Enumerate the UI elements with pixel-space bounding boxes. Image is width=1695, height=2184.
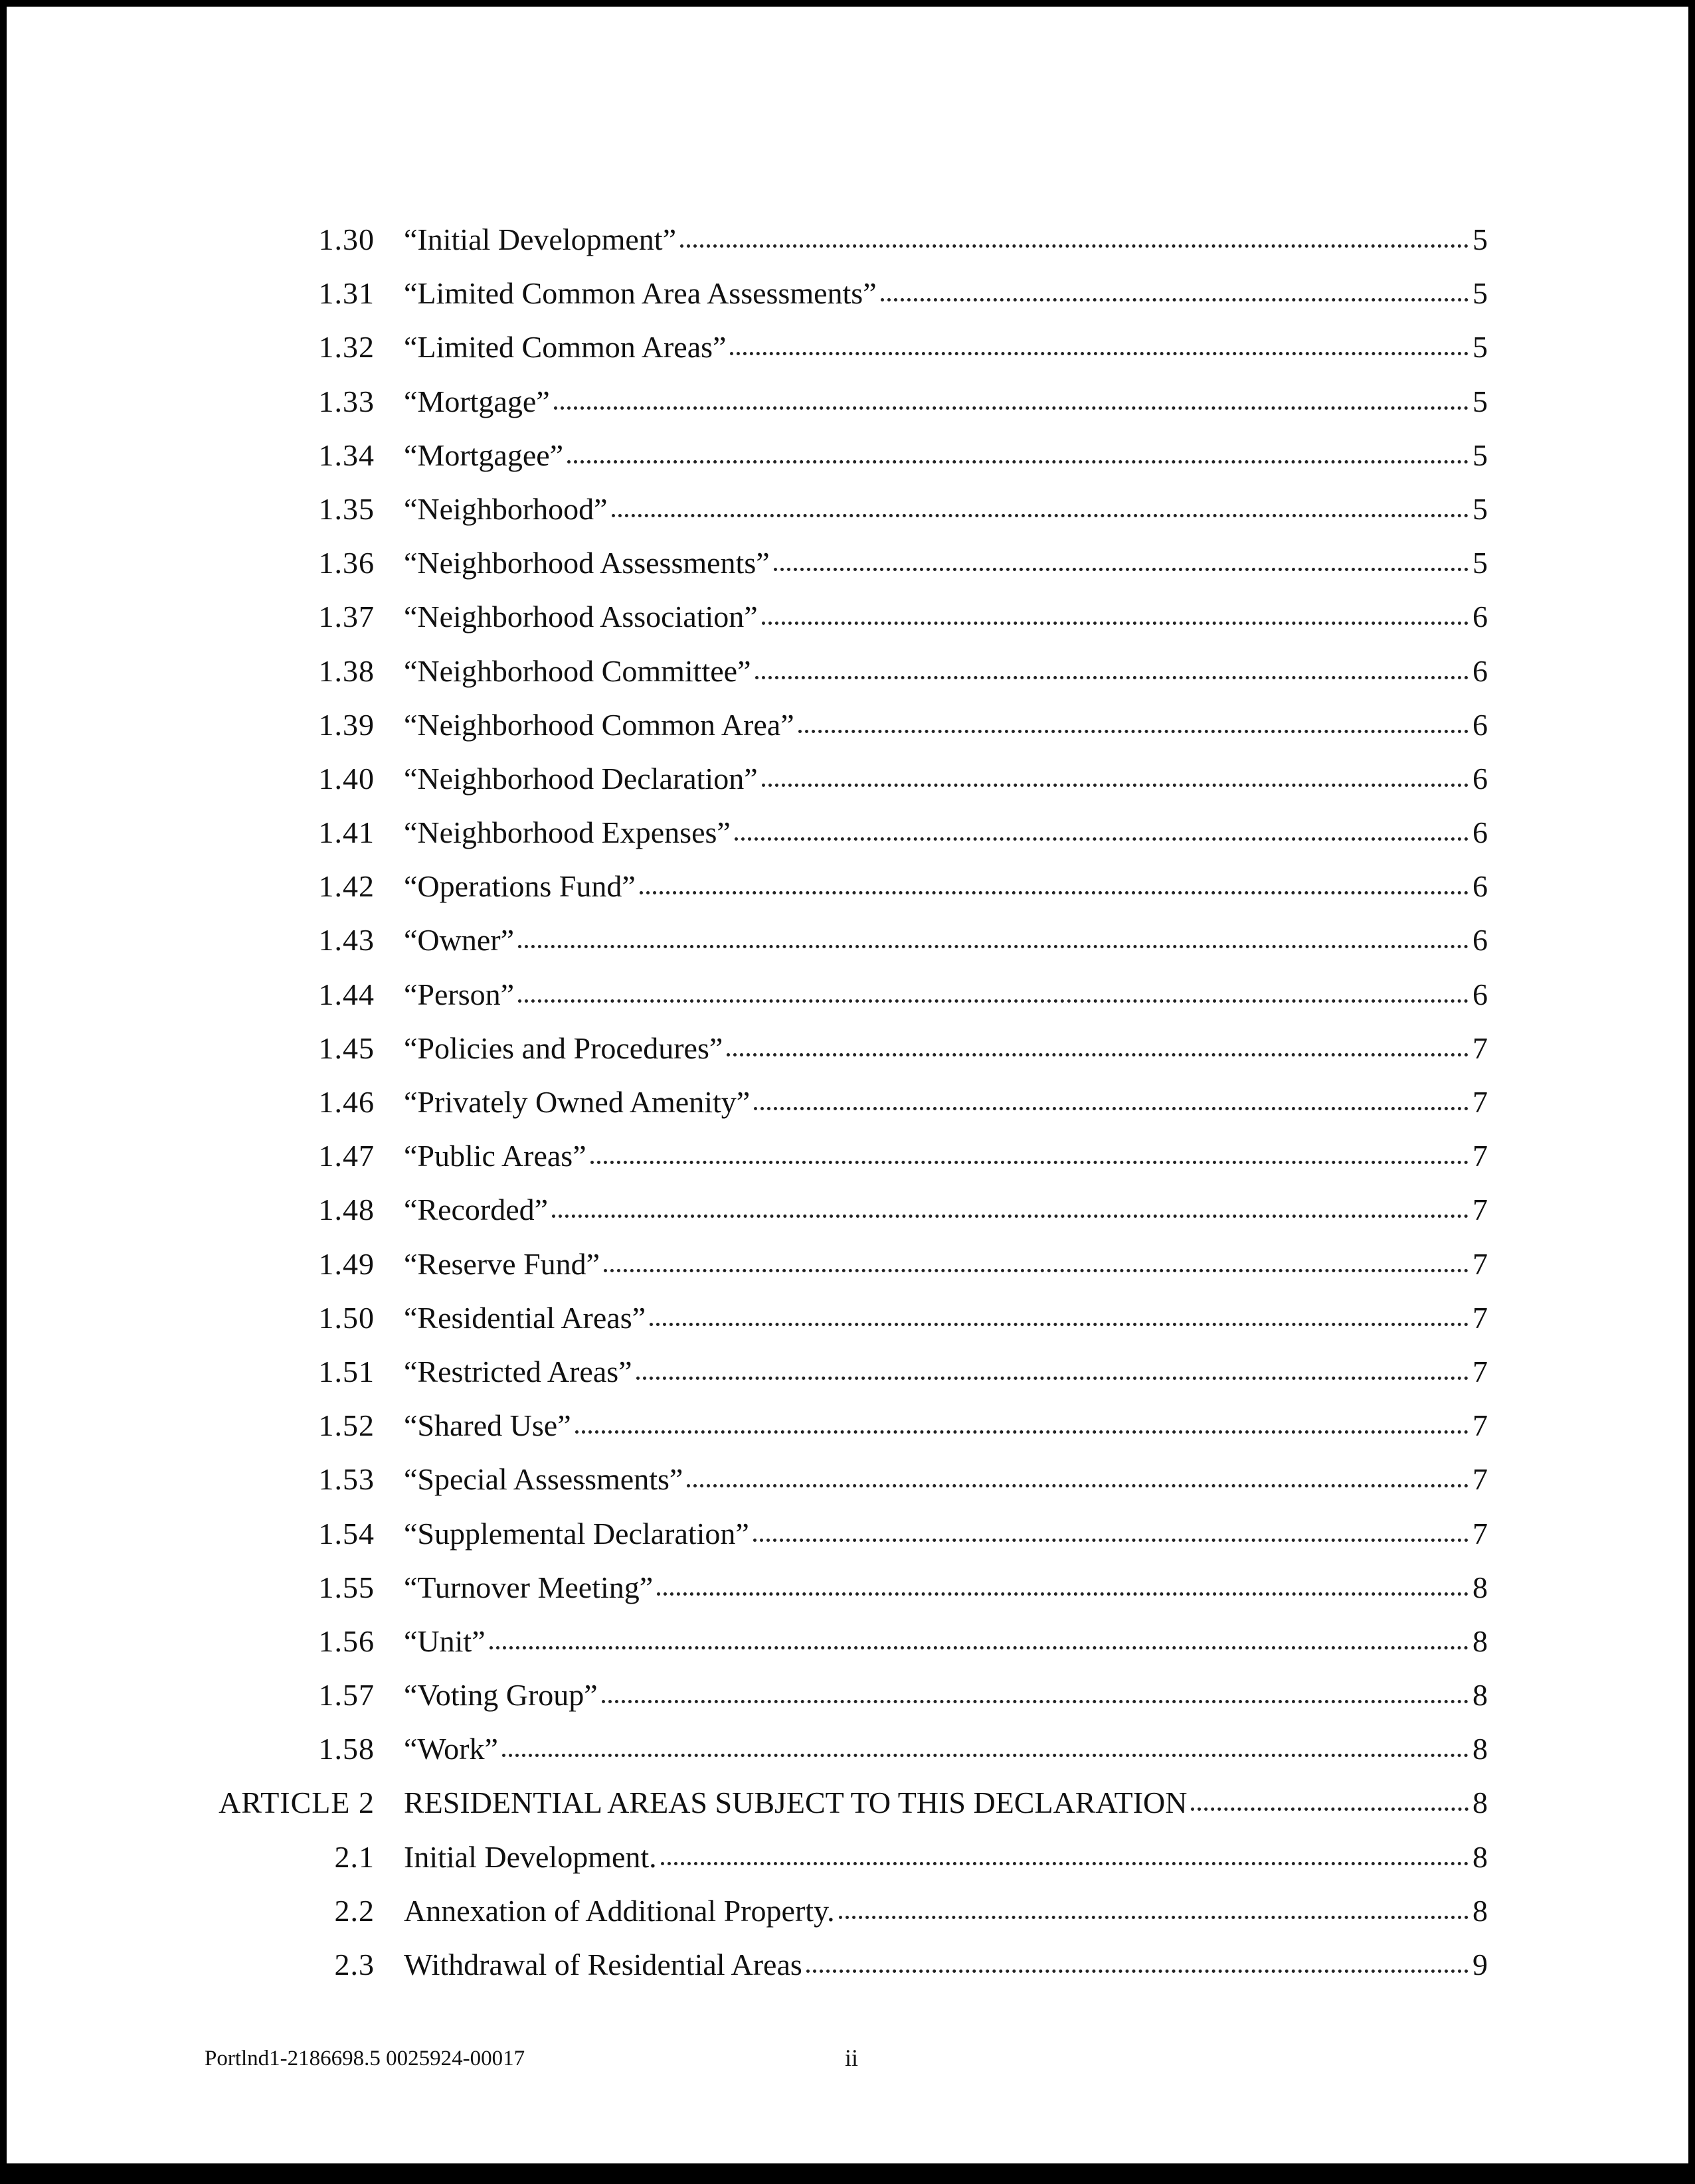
section-number: 1.47 — [318, 1139, 375, 1173]
section-title: “Privately Owned Amenity” — [404, 1085, 751, 1119]
toc-entry-line — [404, 653, 1488, 688]
dot-leader — [1191, 1807, 1469, 1811]
dot-leader — [661, 1862, 1469, 1865]
section-number: 1.32 — [318, 330, 375, 365]
dot-leader — [518, 999, 1469, 1003]
dot-leader — [602, 1700, 1469, 1703]
document-id: Portlnd1-2186698.5 0025924-00017 — [205, 2047, 525, 2070]
section-title: “Initial Development” — [404, 222, 677, 256]
section-number: 2.2 — [334, 1893, 375, 1928]
page-reference: 7 — [1472, 1354, 1488, 1388]
dot-leader — [554, 406, 1469, 410]
dot-leader — [612, 514, 1469, 517]
section-title: “Public Areas” — [404, 1139, 586, 1173]
toc-entry-line — [404, 332, 1488, 363]
toc-entry-line — [404, 1626, 1488, 1657]
toc-entry-line — [404, 440, 1488, 471]
toc-entry-line — [404, 1300, 1488, 1335]
toc-entry — [7, 757, 1688, 811]
toc-entry — [7, 1458, 1688, 1511]
section-title: “Supplemental Declaration” — [404, 1516, 749, 1551]
page-reference: 6 — [1472, 653, 1488, 688]
section-number: 1.35 — [318, 491, 375, 526]
toc-entry — [7, 703, 1688, 757]
page-reference: 5 — [1472, 276, 1488, 311]
page-reference: 7 — [1472, 1085, 1488, 1119]
page-reference: 8 — [1472, 1678, 1488, 1713]
page-reference: 8 — [1472, 1570, 1488, 1604]
dot-leader — [762, 784, 1469, 787]
toc-entry-line — [404, 761, 1488, 796]
toc-entry-line — [404, 979, 1488, 1010]
page-reference: 7 — [1472, 1408, 1488, 1443]
toc-entry — [7, 1134, 1688, 1188]
dot-leader — [881, 298, 1469, 301]
page-reference: 7 — [1472, 1516, 1488, 1551]
page-reference: 7 — [1472, 1193, 1488, 1227]
article-title: RESIDENTIAL AREAS SUBJECT TO THIS DECLARATION — [404, 1786, 1188, 1820]
toc-entry-line — [404, 1141, 1488, 1171]
section-number: 1.30 — [318, 222, 375, 256]
toc-entry-line — [404, 278, 1488, 309]
section-number: 1.44 — [318, 977, 375, 1011]
dot-leader — [798, 730, 1469, 733]
dot-leader — [730, 352, 1469, 355]
toc-entry — [7, 1242, 1688, 1296]
section-number: 1.56 — [318, 1624, 375, 1658]
page-reference: 5 — [1472, 384, 1488, 418]
toc-entry-line — [404, 871, 1488, 902]
toc-entry — [7, 1727, 1688, 1781]
dot-leader — [552, 1215, 1469, 1218]
dot-leader — [567, 460, 1469, 463]
toc-entry-line — [404, 1087, 1488, 1118]
toc-article-entry — [7, 1781, 1688, 1835]
page-reference: 5 — [1472, 546, 1488, 580]
toc-entry-line — [404, 925, 1488, 956]
dot-leader — [518, 945, 1469, 948]
toc-entry-line — [404, 1410, 1488, 1441]
section-number: 1.43 — [318, 923, 375, 958]
section-number: 1.31 — [318, 276, 375, 311]
dot-leader — [762, 622, 1469, 625]
toc-entry — [7, 595, 1688, 649]
section-number: 1.58 — [318, 1732, 375, 1766]
section-number: 1.42 — [318, 869, 375, 904]
dot-leader — [755, 676, 1469, 679]
dot-leader — [839, 1916, 1469, 1919]
section-number: 1.38 — [318, 653, 375, 688]
document-page — [7, 7, 1688, 2163]
section-title: “Neighborhood Expenses” — [404, 815, 731, 850]
toc-entry-line — [404, 1893, 1488, 1928]
section-title: “Mortgage” — [404, 384, 550, 418]
toc-entry — [7, 1350, 1688, 1404]
toc-entry-line — [404, 224, 1488, 255]
section-title: “Policies and Procedures” — [404, 1031, 723, 1065]
section-number: 1.52 — [318, 1408, 375, 1443]
page-reference: 8 — [1472, 1893, 1488, 1928]
section-title: “Mortgagee” — [404, 438, 564, 472]
dot-leader — [502, 1754, 1469, 1757]
section-number: 1.46 — [318, 1085, 375, 1119]
toc-entry-line — [404, 817, 1488, 848]
page-reference: 5 — [1472, 330, 1488, 365]
section-number: 1.40 — [318, 761, 375, 796]
page-reference: 8 — [1472, 1624, 1488, 1658]
section-title: “Operations Fund” — [404, 869, 636, 904]
section-number: 2.3 — [334, 1948, 375, 1981]
toc-entry-line — [404, 1572, 1488, 1603]
dot-leader — [727, 1053, 1469, 1056]
toc-entry-line — [404, 1464, 1488, 1495]
section-number: 1.36 — [318, 546, 375, 580]
page-reference: 9 — [1472, 1948, 1488, 1981]
section-title: “Limited Common Areas” — [404, 330, 727, 365]
dot-leader — [640, 891, 1469, 894]
section-title: “Unit” — [404, 1624, 486, 1658]
toc-entry — [7, 1512, 1688, 1566]
section-number: 1.53 — [318, 1462, 375, 1497]
toc-entry — [7, 649, 1688, 703]
toc-entry — [7, 1296, 1688, 1350]
section-number: 1.45 — [318, 1031, 375, 1065]
section-title: Withdrawal of Residential Areas — [404, 1948, 802, 1981]
toc-entry — [7, 1835, 1688, 1889]
section-title: “Neighborhood Declaration” — [404, 761, 758, 796]
section-title: “Recorded” — [404, 1193, 549, 1227]
section-title: “Person” — [404, 977, 515, 1011]
toc-entry-line — [404, 707, 1488, 742]
toc-entry — [7, 1188, 1688, 1242]
section-title: “Residential Areas” — [404, 1300, 646, 1335]
section-number: 1.49 — [318, 1246, 375, 1281]
section-number: 1.48 — [318, 1193, 375, 1227]
section-title: “Limited Common Area Assessments” — [404, 276, 877, 311]
section-number: 1.54 — [318, 1516, 375, 1551]
section-title: “Voting Group” — [404, 1678, 598, 1713]
toc-entry — [7, 918, 1688, 972]
page-reference: 5 — [1472, 438, 1488, 472]
toc-entry — [7, 434, 1688, 487]
page-reference: 8 — [1472, 1839, 1488, 1874]
section-title: “Neighborhood” — [404, 491, 608, 526]
page-reference: 7 — [1472, 1246, 1488, 1281]
toc-entry-line — [404, 1033, 1488, 1064]
dot-leader — [490, 1646, 1469, 1649]
toc-entry — [7, 973, 1688, 1027]
toc-entry — [7, 380, 1688, 434]
section-number: 1.55 — [318, 1570, 375, 1604]
toc-entry — [7, 1404, 1688, 1458]
section-number: 1.57 — [318, 1678, 375, 1713]
dot-leader — [636, 1377, 1469, 1380]
toc-entry-line — [404, 602, 1488, 632]
page-reference: 7 — [1472, 1139, 1488, 1173]
dot-leader — [687, 1484, 1469, 1487]
toc-entry-line — [404, 1516, 1488, 1551]
page-reference: 5 — [1472, 491, 1488, 526]
section-title: “Special Assessments” — [404, 1462, 683, 1497]
section-number: 2.1 — [334, 1839, 375, 1874]
toc-entry — [7, 1889, 1688, 1943]
page-reference: 8 — [1472, 1732, 1488, 1766]
page-reference: 6 — [1472, 869, 1488, 904]
section-title: Annexation of Additional Property. — [404, 1893, 835, 1928]
section-title: “Owner” — [404, 923, 515, 958]
page-reference: 6 — [1472, 923, 1488, 958]
section-number: 1.37 — [318, 600, 375, 634]
toc-entry-line — [404, 1734, 1488, 1764]
toc-entry — [7, 811, 1688, 865]
section-title: “Turnover Meeting” — [404, 1570, 654, 1604]
section-number: 1.39 — [318, 707, 375, 742]
toc-entry-line — [404, 1788, 1488, 1818]
toc-entry — [7, 1566, 1688, 1620]
table-of-contents — [7, 218, 1688, 1997]
dot-leader — [590, 1161, 1469, 1164]
dot-leader — [657, 1592, 1469, 1596]
section-title: “Neighborhood Committee” — [404, 653, 751, 688]
section-title: “Neighborhood Assessments” — [404, 546, 770, 580]
page-reference: 6 — [1472, 761, 1488, 796]
section-number: 1.41 — [318, 815, 375, 850]
toc-entry-line — [404, 386, 1488, 417]
page-reference: 6 — [1472, 815, 1488, 850]
toc-entry — [7, 865, 1688, 918]
toc-entry — [7, 541, 1688, 595]
toc-entry — [7, 1620, 1688, 1673]
toc-entry — [7, 1943, 1688, 1997]
article-number: ARTICLE 2 — [219, 1786, 375, 1820]
section-title: “Neighborhood Common Area” — [404, 707, 794, 742]
section-title: “Reserve Fund” — [404, 1246, 600, 1281]
page-reference: 7 — [1472, 1462, 1488, 1497]
toc-entry — [7, 218, 1688, 272]
section-title: “Work” — [404, 1732, 498, 1766]
toc-entry-line — [404, 1354, 1488, 1388]
toc-entry-line — [404, 1680, 1488, 1711]
page-reference: 7 — [1472, 1300, 1488, 1335]
dot-leader — [735, 837, 1469, 841]
toc-entry-line — [404, 1950, 1488, 1980]
dot-leader — [774, 568, 1469, 571]
toc-entry — [7, 325, 1688, 379]
toc-entry — [7, 1027, 1688, 1080]
dot-leader — [650, 1323, 1469, 1326]
toc-entry — [7, 487, 1688, 541]
dot-leader — [575, 1430, 1469, 1434]
page-reference: 7 — [1472, 1031, 1488, 1065]
section-title: “Neighborhood Association” — [404, 600, 758, 634]
section-number: 1.50 — [318, 1300, 375, 1335]
toc-entry-line — [404, 1839, 1488, 1874]
section-title: “Shared Use” — [404, 1408, 571, 1443]
toc-entry-line — [404, 548, 1488, 578]
section-title: “Restricted Areas” — [404, 1354, 632, 1388]
toc-entry-line — [404, 1195, 1488, 1225]
page-reference: 6 — [1472, 977, 1488, 1011]
dot-leader — [753, 1539, 1469, 1542]
dot-leader — [604, 1269, 1469, 1272]
toc-entry-line — [404, 1246, 1488, 1281]
dot-leader — [806, 1970, 1469, 1973]
toc-entry — [7, 272, 1688, 325]
page-reference: 8 — [1472, 1786, 1488, 1820]
page-reference: 6 — [1472, 707, 1488, 742]
scan-border — [0, 2163, 1695, 2184]
section-title: Initial Development. — [404, 1839, 657, 1874]
section-number: 1.51 — [318, 1354, 375, 1388]
page-reference: 5 — [1472, 222, 1488, 256]
toc-entry — [7, 1673, 1688, 1727]
section-number: 1.34 — [318, 438, 375, 472]
page-number: ii — [845, 2045, 859, 2071]
page-reference: 6 — [1472, 600, 1488, 634]
toc-entry — [7, 1080, 1688, 1134]
toc-entry-line — [404, 491, 1488, 526]
section-number: 1.33 — [318, 384, 375, 418]
dot-leader — [680, 244, 1469, 248]
dot-leader — [754, 1107, 1469, 1110]
